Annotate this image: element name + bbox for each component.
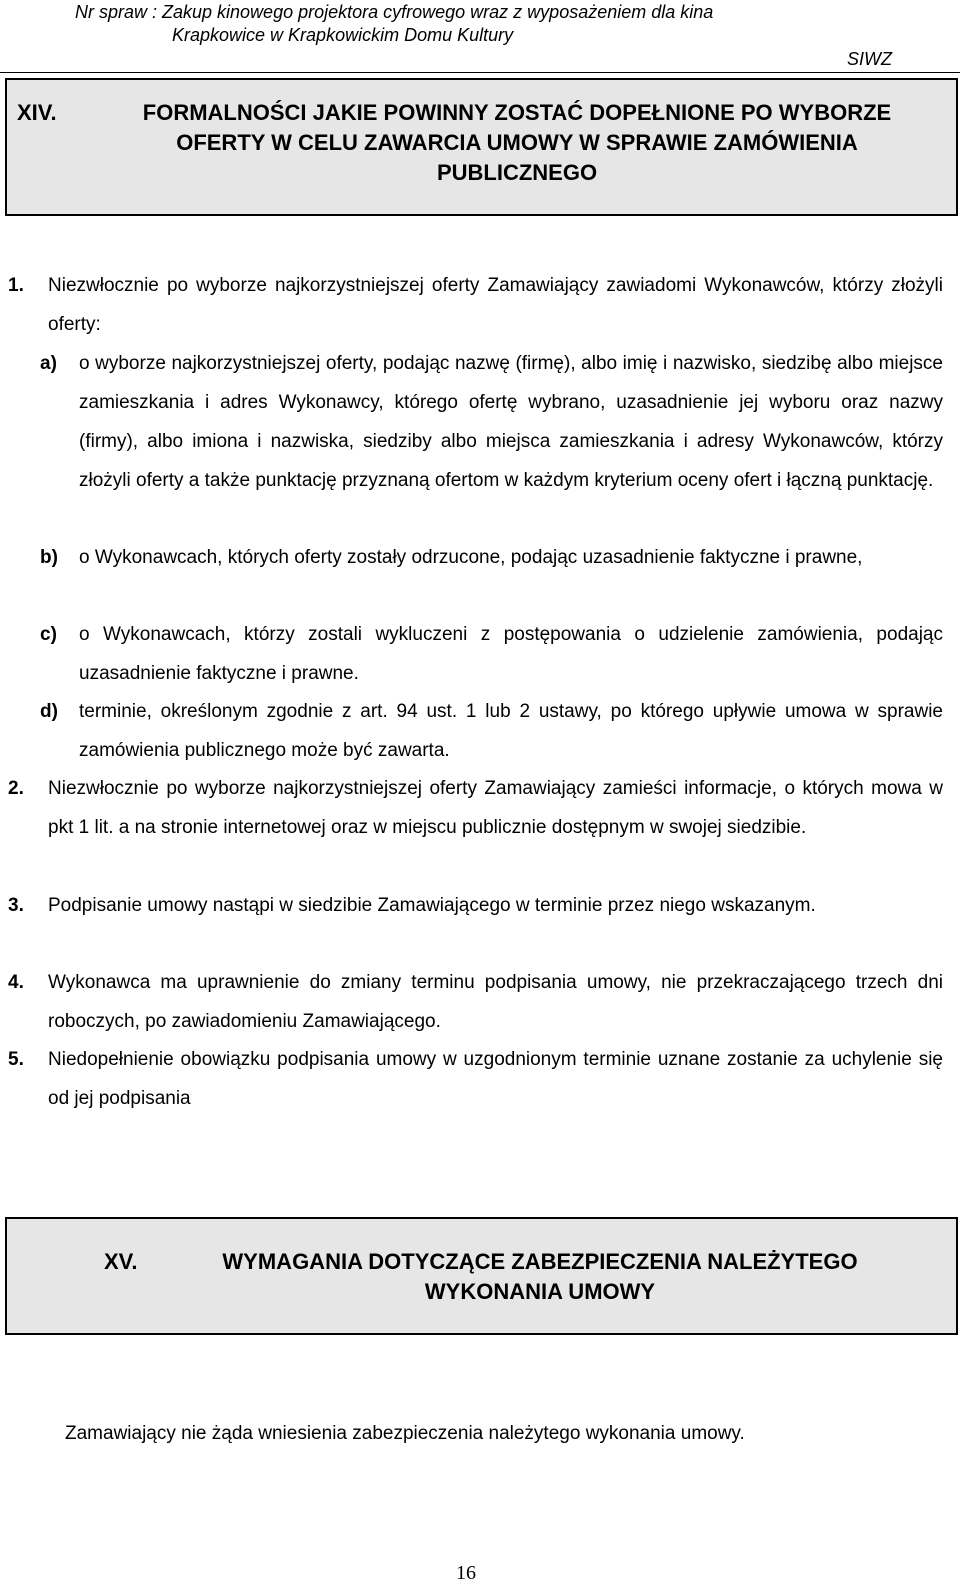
section-15-text: Zamawiający nie żąda wniesienia zabezpieczenia należytego wykonania umowy.	[65, 1423, 745, 1444]
section-15-heading-box	[5, 1217, 958, 1335]
sub-item-label: c)	[40, 624, 57, 645]
list-item-number: 2.	[8, 778, 24, 799]
header-line-2: Krapkowice w Krapkowickim Domu Kultury	[172, 25, 514, 45]
list-item-number: 1.	[8, 275, 24, 296]
list-item-text: Niedopełnienie obowiązku podpisania umowy w uzgodnionym terminie uznane zostanie za uchylenie się od jej podpisania	[48, 1049, 943, 1109]
list-item-text: Niezwłocznie po wyborze najkorzystniejszej oferty Zamawiający zamieści informacje, o których mowa w pkt 1 lit. a na stronie internetowej oraz w miejscu publicznie dostępnym w swojej siedzibie.	[48, 778, 943, 838]
header-line-1: Nr spraw : Zakup kinowego projektora cyfrowego wraz z wyposażeniem dla kina	[75, 2, 714, 22]
sub-item-text: terminie, określonym zgodnie z art. 94 ust. 1 lub 2 ustawy, po którego upływie umowa w sprawie zamówienia publicznego może być zawarta.	[79, 701, 943, 761]
page-number: 16	[456, 1562, 476, 1584]
section-14-heading-box	[5, 78, 958, 216]
section-15-number: XV.	[104, 1249, 138, 1274]
list-item-number: 4.	[8, 972, 24, 993]
list-item-number: 5.	[8, 1049, 24, 1070]
sub-item-text: o Wykonawcach, których oferty zostały odrzucone, podając uzasadnienie faktyczne i prawne,	[79, 547, 863, 568]
sub-item-text: o Wykonawcach, którzy zostali wykluczeni z postępowania o udzielenie zamówienia, podając uzasadnienie faktyczne i prawne.	[79, 624, 943, 684]
doc-code: SIWZ	[847, 49, 892, 69]
sub-item-label: a)	[40, 353, 57, 374]
sub-item-label: b)	[40, 547, 58, 568]
header-divider	[0, 72, 960, 73]
list-item-text: Podpisanie umowy nastąpi w siedzibie Zamawiającego w terminie przez niego wskazanym.	[48, 895, 816, 916]
list-item-text: Wykonawca ma uprawnienie do zmiany terminu podpisania umowy, nie przekraczającego trzech dni roboczych, po zawiadomieniu Zamawiającego.	[48, 972, 943, 1032]
list-item-number: 3.	[8, 895, 24, 916]
list-item-text: Niezwłocznie po wyborze najkorzystniejszej oferty Zamawiający zawiadomi Wykonawców, którzy złożyli oferty:	[48, 275, 943, 335]
section-15-title: WYMAGANIA DOTYCZĄCE ZABEZPIECZENIA NALEŻYTEGO WYKONANIA UMOWY	[222, 1249, 858, 1304]
section-14-number: XIV.	[17, 100, 57, 125]
sub-item-label: d)	[40, 701, 58, 722]
section-14-title: FORMALNOŚCI JAKIE POWINNY ZOSTAĆ DOPEŁNIONE PO WYBORZE OFERTY W CELU ZAWARCIA UMOWY W SPRAWIE ZAMÓWIENIA PUBLICZNEGO	[142, 100, 892, 185]
sub-item-text: o wyborze najkorzystniejszej oferty, podając nazwę (firmę), albo imię i nazwisko, siedzibę albo miejsce zamieszkania i adres Wykonawcy, którego ofertę wybrano, uzasadnienie jej wyboru oraz nazwy (firmy), albo imiona i nazwiska, siedziby albo miejsca zamieszkania i adresy Wykonawców, którzy złożyli oferty a także punktację przyznaną ofertom w każdym kryterium oceny ofert i łączną punktację.	[79, 353, 943, 491]
